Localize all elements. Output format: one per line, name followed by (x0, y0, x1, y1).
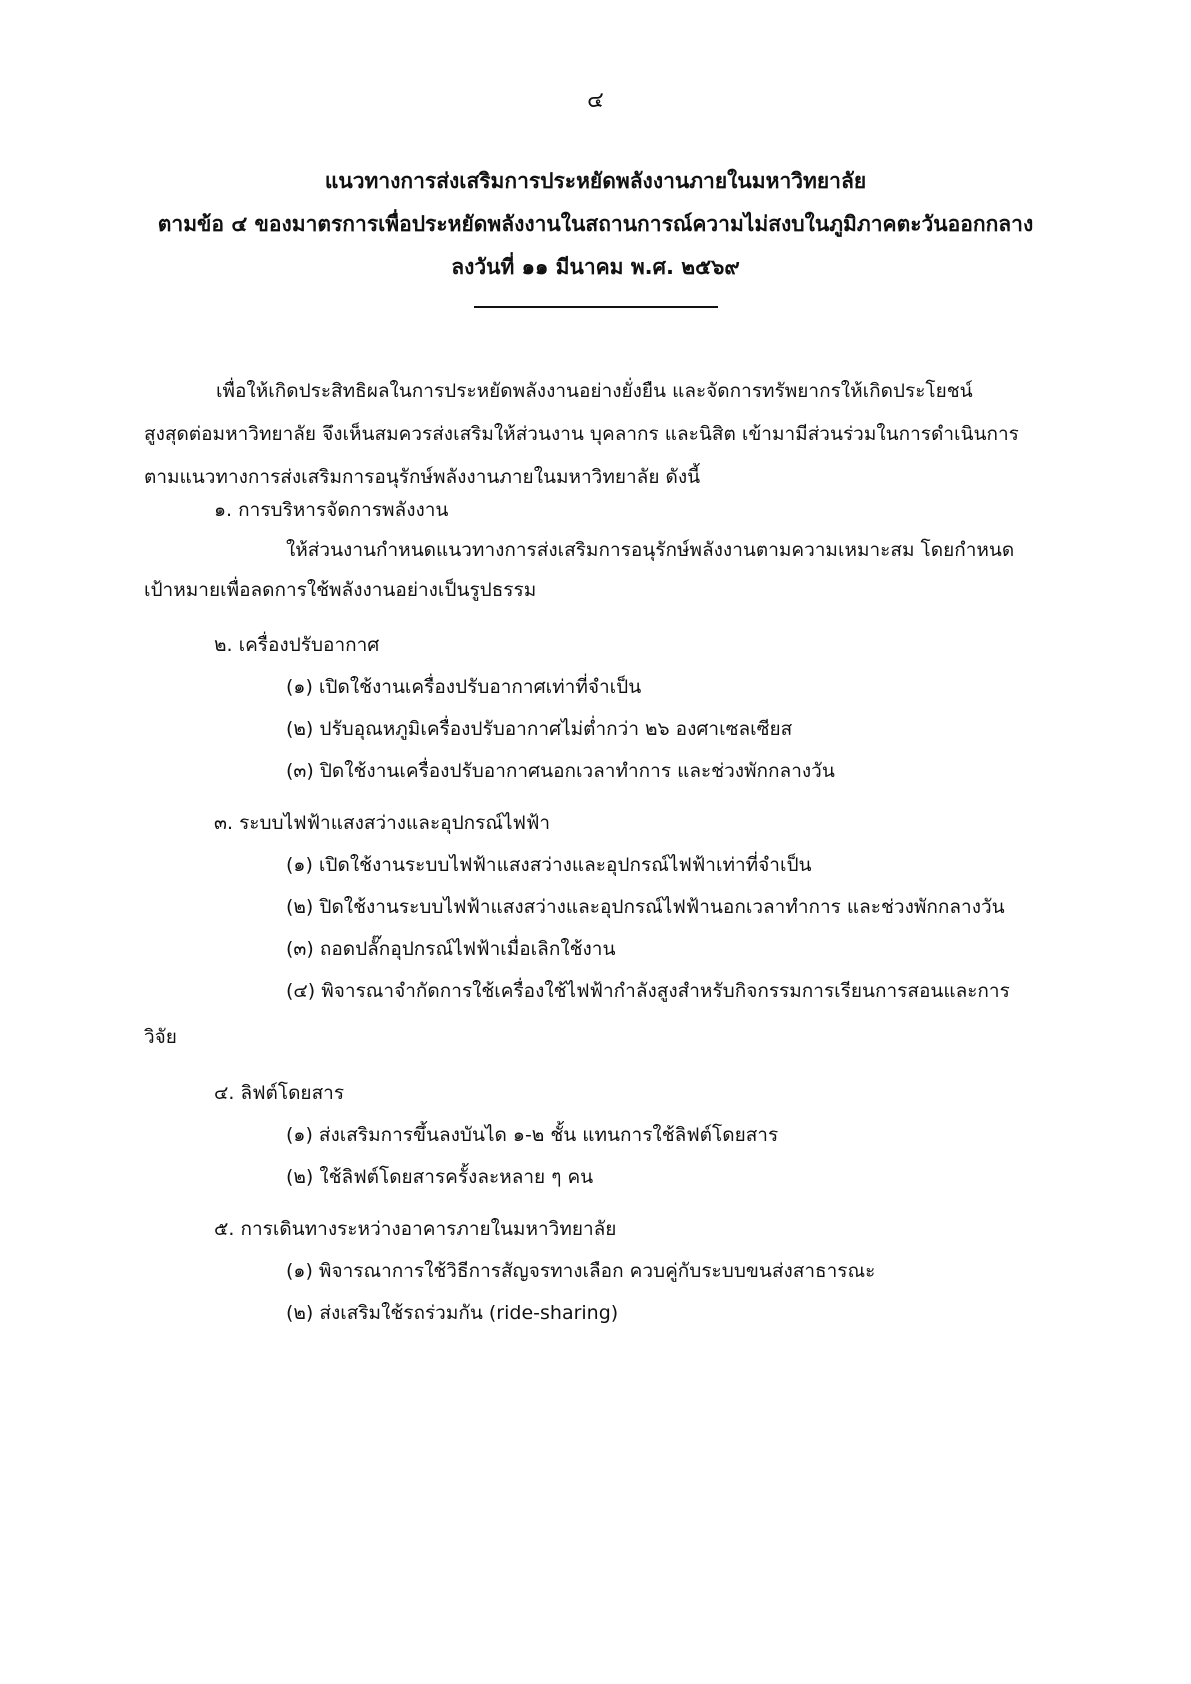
title-divider (474, 306, 718, 308)
section-2-item-3: (๓) ปิดใช้งานเครื่องปรับอากาศนอกเวลาทำการ และช่วงพักกลางวัน (286, 760, 835, 782)
title-line-2: ตามข้อ ๔ ของมาตรการเพื่อประหยัดพลังงานในสถานการณ์ความไม่สงบในภูมิภาคตะวันออกกลาง (157, 212, 1034, 236)
section-5-heading: ๕. การเดินทางระหว่างอาคารภายในมหาวิทยาลัย (214, 1218, 617, 1240)
intro-line-2: สูงสุดต่อมหาวิทยาลัย จึงเห็นสมควรส่งเสริมให้ส่วนงาน บุคลากร และนิสิต เข้ามามีส่วนร่วมในการดำเนินการ (144, 423, 1019, 445)
section-2-item-1: (๑) เปิดใช้งานเครื่องปรับอากาศเท่าที่จำเป็น (286, 676, 642, 698)
section-4-item-2: (๒) ใช้ลิฟต์โดยสารครั้งละหลาย ๆ คน (286, 1166, 594, 1188)
title-line-3: ลงวันที่ ๑๑ มีนาคม พ.ศ. ๒๕๖๙ (451, 255, 740, 279)
section-2-item-2: (๒) ปรับอุณหภูมิเครื่องปรับอากาศไม่ต่ำกว่า ๒๖ องศาเซลเซียส (286, 718, 793, 740)
section-3-heading: ๓. ระบบไฟฟ้าแสงสว่างและอุปกรณ์ไฟฟ้า (214, 812, 551, 834)
document-title (0, 160, 1191, 289)
section-3-item-2: (๒) ปิดใช้งานระบบไฟฟ้าแสงสว่างและอุปกรณ์ไฟฟ้านอกเวลาทำการ และช่วงพักกลางวัน (286, 896, 1005, 918)
page-number: ๔ (587, 88, 604, 113)
title-line-1: แนวทางการส่งเสริมการประหยัดพลังงานภายในมหาวิทยาลัย (324, 169, 867, 193)
section-3-item-4-continuation: วิจัย (144, 1026, 177, 1048)
section-1-heading: ๑. การบริหารจัดการพลังงาน (214, 499, 449, 521)
section-5-item-2: (๒) ส่งเสริมใช้รถร่วมกัน (ride-sharing) (286, 1302, 619, 1324)
intro-line-1: เพื่อให้เกิดประสิทธิผลในการประหยัดพลังงานอย่างยั่งยืน และจัดการทรัพยากรให้เกิดประโยชน์ (216, 380, 973, 402)
section-4-heading: ๔. ลิฟต์โดยสาร (214, 1082, 345, 1104)
section-4-item-1: (๑) ส่งเสริมการขึ้นลงบันได ๑-๒ ชั้น แทนการใช้ลิฟต์โดยสาร (286, 1124, 779, 1146)
section-3-item-3: (๓) ถอดปลั๊กอุปกรณ์ไฟฟ้าเมื่อเลิกใช้งาน (286, 938, 616, 960)
section-5-item-1: (๑) พิจารณาการใช้วิธีการสัญจรทางเลือก ควบคู่กับระบบขนส่งสาธารณะ (286, 1260, 876, 1282)
section-3-item-1: (๑) เปิดใช้งานระบบไฟฟ้าแสงสว่างและอุปกรณ์ไฟฟ้าเท่าที่จำเป็น (286, 854, 812, 876)
section-2-heading: ๒. เครื่องปรับอากาศ (214, 634, 380, 656)
intro-line-3: ตามแนวทางการส่งเสริมการอนุรักษ์พลังงานภายในมหาวิทยาลัย ดังนี้ (144, 466, 701, 488)
intro-paragraph (144, 370, 1050, 499)
section-1-paragraph-line-2: เป้าหมายเพื่อลดการใช้พลังงานอย่างเป็นรูปธรรม (144, 579, 537, 601)
section-1-paragraph-line-1: ให้ส่วนงานกำหนดแนวทางการส่งเสริมการอนุรักษ์พลังงานตามความเหมาะสม โดยกำหนด (286, 539, 1015, 561)
section-3-item-4: (๔) พิจารณาจำกัดการใช้เครื่องใช้ไฟฟ้ากำลังสูงสำหรับกิจกรรมการเรียนการสอนและการ (286, 980, 1010, 1002)
